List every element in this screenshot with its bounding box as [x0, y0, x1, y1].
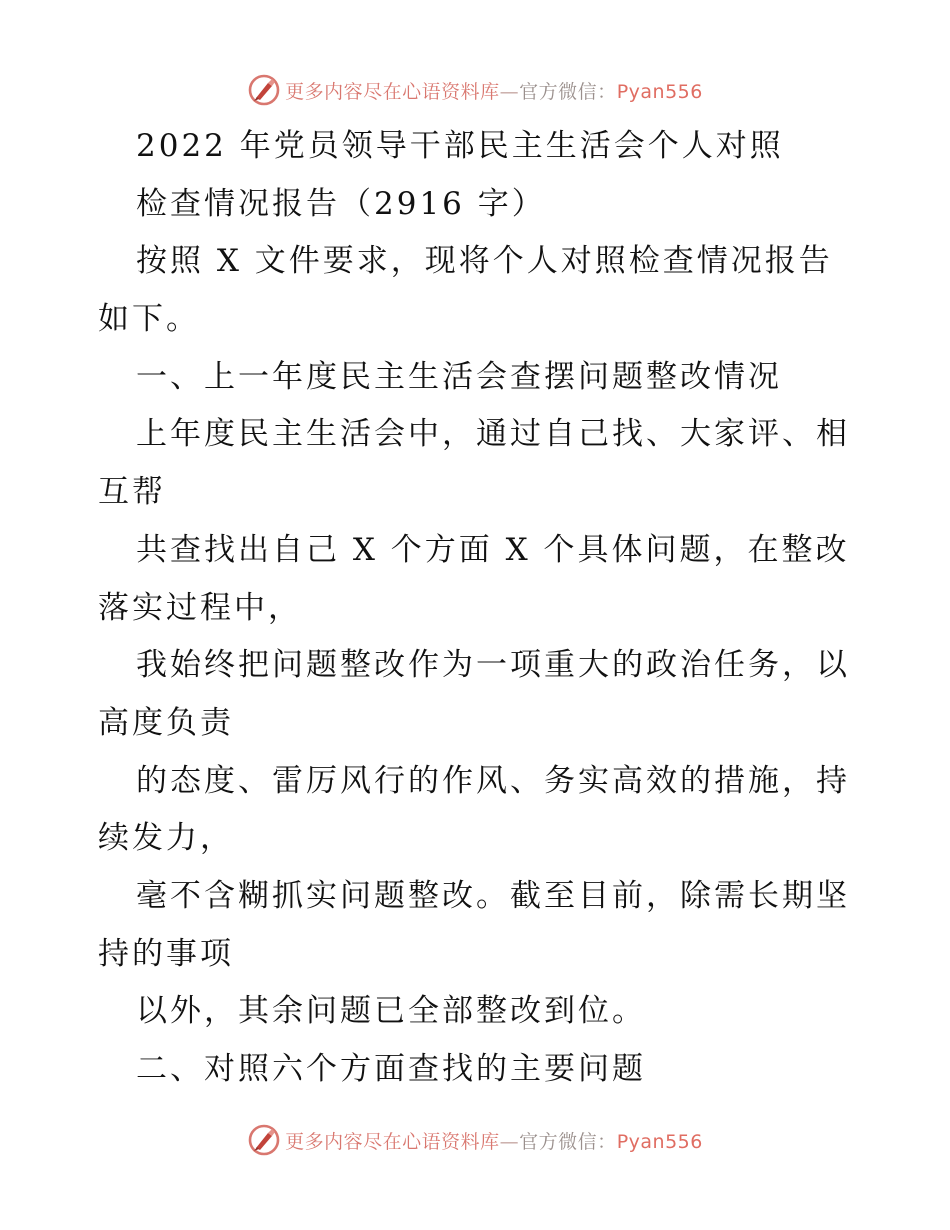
text-line: 检查情况报告（2916 字）	[136, 185, 546, 222]
text-line: 高度负责	[98, 704, 234, 741]
text-line: 持的事项	[98, 935, 234, 972]
banner-main-text: 更多内容尽在心语资料库	[285, 80, 500, 103]
text-line: 以外，其余问题已全部整改到位。	[136, 993, 646, 1030]
text-line: 共查找出自己 X 个方面 X 个具体问题，在整改	[136, 531, 850, 568]
text-line: 一、上一年度民主生活会查摆问题整改情况	[136, 358, 782, 395]
document-body	[98, 118, 858, 1099]
banner-text	[285, 1127, 703, 1154]
text-line: 我始终把问题整改作为一项重大的政治任务，以	[136, 647, 850, 684]
text-line: 续发力，	[98, 820, 234, 857]
text-line: 2022 年党员领导干部民主生活会个人对照	[136, 128, 784, 164]
banner-official-label: 官方微信：	[519, 1130, 617, 1153]
footer-watermark-banner	[0, 1120, 950, 1160]
text-line: 互帮	[98, 474, 166, 511]
text-line: 二、对照六个方面查找的主要问题	[136, 1051, 646, 1087]
banner-dash: —	[499, 1130, 520, 1153]
pen-logo-icon	[247, 1123, 281, 1157]
pen-logo-icon	[247, 73, 281, 107]
banner-dash: —	[499, 80, 520, 103]
text-line: 按照 X 文件要求，现将个人对照检查情况报告	[136, 243, 833, 280]
text-line: 上年度民主生活会中，通过自己找、大家评、相	[136, 416, 850, 453]
text-line: 落实过程中，	[98, 589, 302, 626]
banner-wechat-handle: Pyan556	[616, 80, 703, 103]
banner-main-text: 更多内容尽在心语资料库	[285, 1130, 500, 1153]
banner-official-label: 官方微信：	[519, 80, 617, 103]
header-watermark-banner	[0, 70, 950, 110]
text-line: 如下。	[98, 301, 200, 338]
text-line: 的态度、雷厉风行的作风、务实高效的措施，持	[136, 762, 850, 799]
banner-wechat-handle: Pyan556	[616, 1130, 703, 1153]
banner-text	[285, 77, 703, 104]
text-line: 毫不含糊抓实问题整改。截至目前，除需长期坚	[136, 877, 850, 914]
